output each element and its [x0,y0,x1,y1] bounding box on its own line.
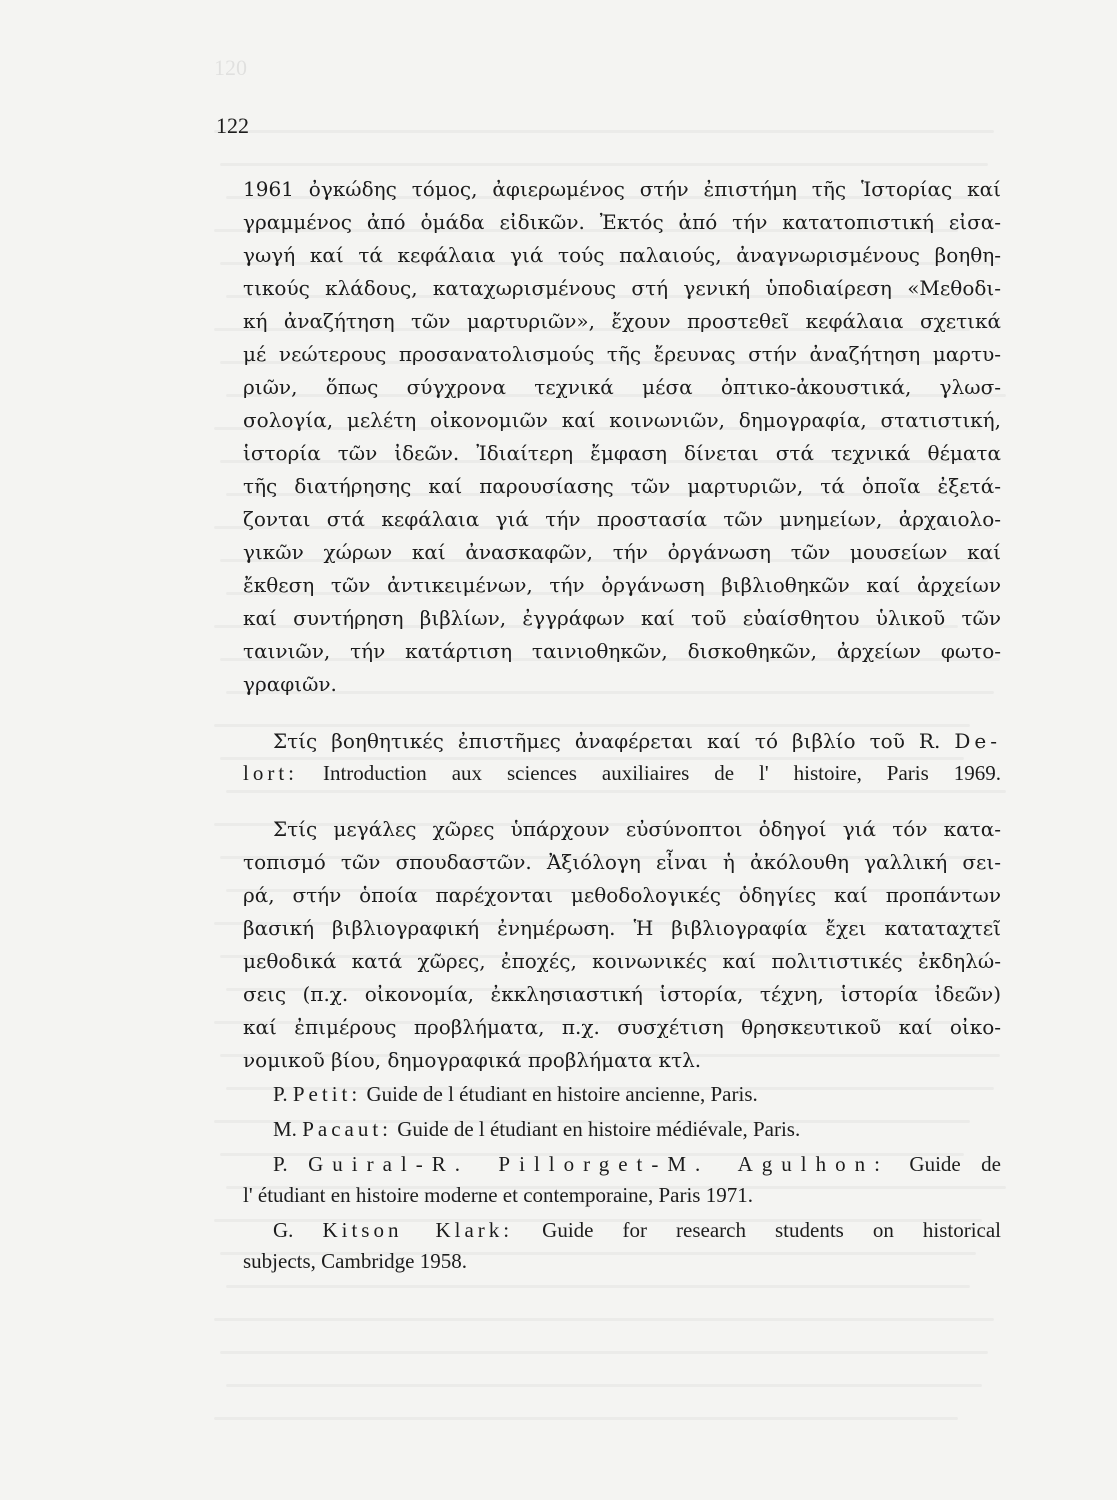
paragraph-line: Στίς μεγάλες χῶρες ὑπάρχουν εὐσύνοπτοι ὁδηγοί γιά τόν κατα- [273,817,1001,841]
delort-line-1 [243,725,1001,757]
paragraph-line: τοπισμό τῶν σπουδαστῶν. Ἀξιόλογη εἶναι ἡ ἀκόλουθη γαλλική σει- [243,850,1001,874]
ghost-page-number: 120 [214,55,247,80]
page-number: 122 [216,113,249,138]
paragraph-line: γικῶν χώρων καί ἀνασκαφῶν, τήν ὀργάνωση τῶν μουσείων καί [243,540,1001,564]
paragraph-line: σεις (π.χ. οἰκονομία, ἐκκλησιαστική ἱστορία, τέχνη, ἱστορία ἰδεῶν) [243,982,1001,1006]
ghost-line [214,130,994,133]
paragraph-line: ἱστορία τῶν ἰδεῶν. Ἰδιαίτερη ἔμφαση δίνεται στά τεχνικά θέματα [243,441,1001,465]
reference-guiral-continuation: l' étudiant en histoire moderne et contemporaine, Paris 1971. [243,1183,753,1207]
delort-line-2 [243,758,1001,788]
paragraph-line: γραφιῶν. [243,672,337,696]
paragraph-line: καί ἐπιμέρους προβλήματα, π.χ. συσχέτιση θρησκευτικοῦ καί οἰκο- [243,1015,1001,1039]
reference-author: Kitson Klark: [322,1218,514,1242]
paragraph-line: τικούς κλάδους, καταχωρισμένους στή γενική ὑποδιαίρεση «Μεθοδι- [243,276,1001,300]
paragraph-line: ρά, στήν ὁποία παρέχονται μεθοδολογικές ὁδηγίες καί προπάντων [243,883,1001,907]
paragraph-line: ἔκθεση τῶν ἀντικειμένων, τήν ὀργάνωση βιβλιοθηκῶν καί ἀρχείων [243,573,1001,597]
ghost-line [226,1384,982,1387]
reference-kitson-continuation: subjects, Cambridge 1958. [243,1249,467,1273]
paragraph-line: μεθοδικά κατά χῶρες, ἐποχές, κοινωνικές καί πολιτιστικές ἐκδηλώ- [243,949,1001,973]
ghost-line [214,1417,958,1420]
paragraph-line: γραμμένος ἀπό ὁμάδα εἰδικῶν. Ἐκτός ἀπό τήν κατατοπιστική εἰσα- [243,210,1001,234]
reference-title: Guide de l étudiant en histoire ancienne, Paris. [366,1082,758,1106]
ghost-line [226,1285,970,1288]
reference-pacaut: M. Pacaut: Guide de l étudiant en histoire médiévale, Paris. [273,1117,801,1141]
paragraph-line: σολογία, μελέτη οἰκονομιῶν καί κοινωνιῶν, δημογραφία, στατιστική, [243,408,1001,432]
delort-author-part: De- [954,729,1002,753]
paragraph-line: τῆς διατήρησης καί παρουσίασης τῶν μαρτυριῶν, τά ὁποῖα ἐξετά- [243,474,1001,498]
ghost-line [226,790,1006,793]
reference-kitson: G. Kitson Klark: Guide for research students on historical [273,1218,1002,1242]
reference-petit: P. Petit: Guide de l étudiant en histoire ancienne, Paris. [273,1082,758,1106]
delort-intro: Στίς βοηθητικές ἐπιστῆμες ἀναφέρεται καί τό βιβλίο τοῦ R. [273,729,941,753]
delort-title: Introduction aux sciences auxiliaires de l' histoire, Paris 1969. [322,761,1001,785]
reference-title: Guide for research students on historical [542,1218,1002,1242]
ghost-line [214,1318,994,1321]
paragraph-line: γωγή καί τά κεφάλαια γιά τούς παλαιούς, ἀναγνωρισμένους βοηθη- [243,243,1001,267]
ghost-line [220,163,988,166]
reference-author: Petit: [292,1082,362,1106]
paragraph-line: μέ νεώτερους προσανατολισμούς τῆς ἔρευνας στήν ἀναζήτηση μαρτυ- [243,342,1001,366]
reference-author: Guiral-R. Pillorget-M. Agulhon: [308,1152,889,1176]
paragraph-line: βασική βιβλιογραφική ἐνημέρωση. Ἡ βιβλιογραφία ἔχει καταταχτεῖ [243,916,1001,940]
ghost-line [220,1351,988,1354]
paragraph-line: νομικοῦ βίου, δημογραφικά προβλήματα κτλ. [243,1048,702,1072]
reference-title: Guide de [909,1152,1002,1176]
reference-guiral: P. Guiral-R. Pillorget-M. Agulhon: Guide de [273,1152,1002,1176]
delort-author-end: lort: [243,761,298,785]
paragraph-line: καί συντήρηση βιβλίων, ἐγγράφων καί τοῦ εὐαίσθητου ὑλικοῦ τῶν [243,606,1001,630]
paragraph-line: ριῶν, ὅπως σύγχρονα τεχνικά μέσα ὀπτικο-ἀκουστικά, γλωσ- [243,375,1001,399]
reference-title: Guide de l étudiant en histoire médiévale, Paris. [397,1117,801,1141]
paragraph-line: ταινιῶν, τήν κατάρτιση ταινιοθηκῶν, δισκοθηκῶν, ἀρχείων φωτο- [243,639,1001,663]
reference-author: Pacaut: [302,1117,392,1141]
paragraph-line: 1961 ὀγκώδης τόμος, ἀφιερωμένος στήν ἐπιστήμη τῆς Ἱστορίας καί [243,177,1001,201]
paragraph-line: ζονται στά κεφάλαια γιά τήν προστασία τῶν μνημείων, ἀρχαιολο- [243,507,1001,531]
paragraph-line: κή ἀναζήτηση τῶν μαρτυριῶν», ἔχουν προστεθεῖ κεφάλαια σχετικά [243,309,1001,333]
